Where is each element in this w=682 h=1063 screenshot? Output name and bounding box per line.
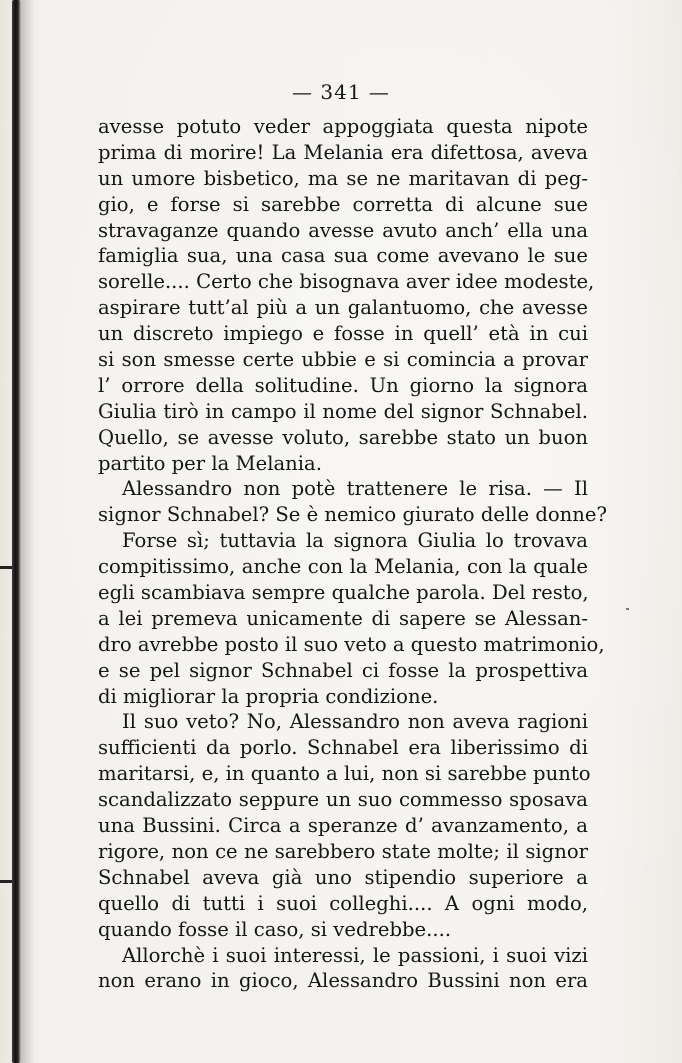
speck (626, 608, 629, 610)
text-line: Quello, se avesse voluto, sarebbe stato un buon (98, 425, 588, 449)
body-text (98, 114, 608, 994)
text-line: Allorchè i suoi interessi, le passioni, i suoi vizi (122, 943, 588, 967)
text-line: quello di tutti i suoi colleghi.... A ogni modo, (98, 891, 588, 915)
text-line: egli scambiava sempre qualche parola. Del resto, (98, 581, 589, 605)
text-line: dro avrebbe posto il suo veto a questo matrimonio, (98, 632, 605, 656)
text-line: signor Schnabel? Se è nemico giurato delle donne? (98, 503, 608, 527)
text-line: partito per la Melania. (98, 451, 322, 475)
text-line: una Bussini. Circa a speranze d’ avanzamento, a (98, 814, 588, 838)
binding-shadow (21, 0, 35, 1063)
text-line: Giulia tirò in campo il nome del signor Schnabel. (98, 399, 588, 423)
binding-gutter (12, 0, 21, 1063)
text-line: Il suo veto? No, Alessandro non aveva ragioni (122, 710, 588, 734)
text-line: a lei premeva unicamente di sapere se Alessan- (98, 606, 588, 630)
text-line: Alessandro non potè trattenere le risa. — Il (122, 477, 588, 501)
text-line: famiglia sua, una casa sua come avevano le sue (98, 244, 588, 268)
text-line: maritarsi, e, in quanto a lui, non si sarebbe punto (98, 762, 591, 786)
page-number: — 341 — (292, 80, 390, 104)
text-line: di migliorar la propria condizione. (98, 684, 439, 708)
text-line: rigore, non ce ne sarebbero state molte; il signor (98, 839, 588, 863)
text-line: quando fosse il caso, si vedrebbe.... (98, 917, 452, 941)
text-line: Schnabel aveva già uno stipendio superiore a (98, 865, 588, 889)
text-line: sorelle.... Certo che bisognava aver idee modeste, (98, 270, 595, 294)
text-line: non erano in gioco, Alessandro Bussini non era (98, 969, 588, 993)
margin-mark (0, 566, 12, 569)
text-line: compitissimo, anche con la Melania, con la quale (98, 555, 588, 579)
text-line: aspirare tutt’al più a un galantuomo, che avesse (98, 296, 588, 320)
text-line: l’ orrore della solitudine. Un giorno la signora (98, 373, 588, 397)
text-line: gio, e forse si sarebbe corretta di alcune sue (98, 192, 588, 216)
text-line: un umore bisbetico, ma se ne maritavan di peg- (98, 166, 588, 190)
text-line: scandalizzato seppure un suo commesso sposava (98, 788, 588, 812)
text-line: e se pel signor Schnabel ci fosse la prospettiva (98, 658, 588, 682)
text-line: un discreto impiego e fosse in quell’ età in cui (98, 322, 588, 346)
text-line: sufficienti da porlo. Schnabel era liberissimo di (98, 736, 588, 760)
text-line: Forse sì; tuttavia la signora Giulia lo trovava (122, 529, 588, 553)
text-line: prima di morire! La Melania era difettosa, aveva (98, 140, 588, 164)
text-line: si son smesse certe ubbie e si comincia a provar (98, 348, 588, 372)
margin-mark (0, 880, 12, 883)
text-line: avesse potuto veder appoggiata questa nipote (98, 115, 588, 138)
text-line: stravaganze quando avesse avuto anch’ ella una (98, 218, 588, 242)
